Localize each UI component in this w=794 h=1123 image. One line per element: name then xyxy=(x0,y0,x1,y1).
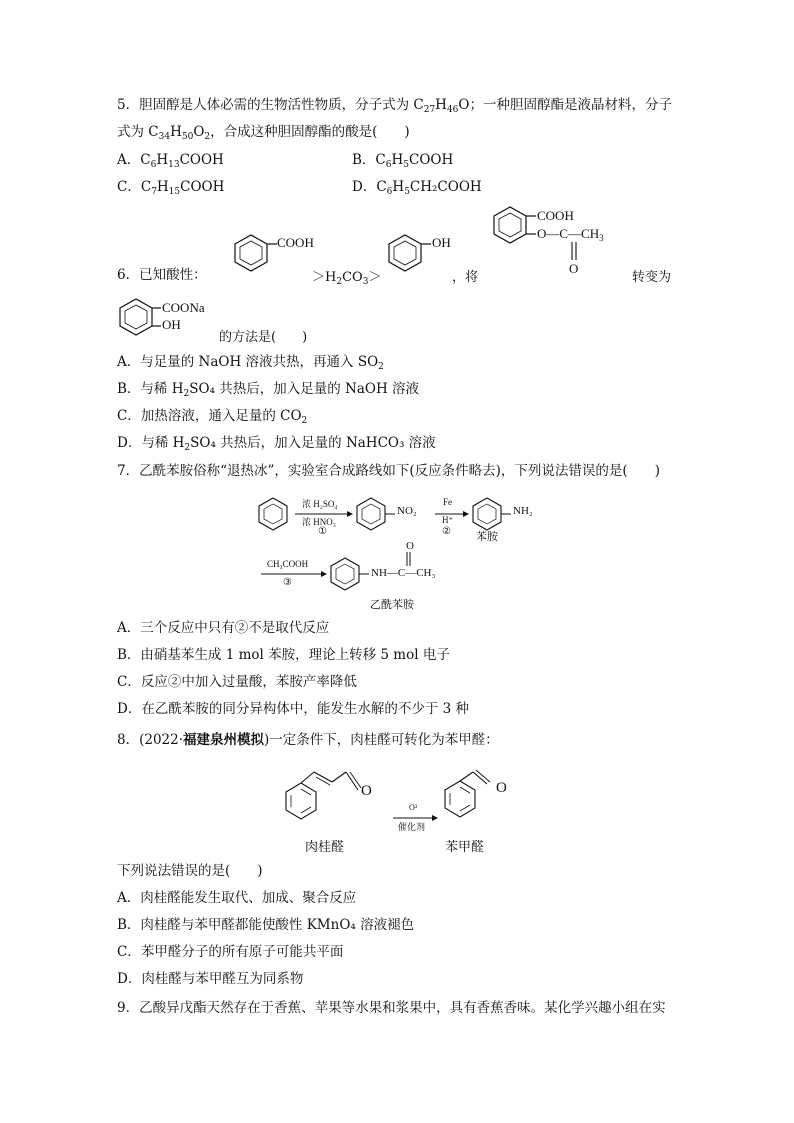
q7-aniline-label: 苯胺 xyxy=(476,530,498,543)
q8-benzaldehyde-o: O xyxy=(496,780,507,796)
q6-zhuanbian: 转变为 xyxy=(632,270,672,285)
q6-option-c: C．加热溶液，通入足量的 $CO_2$ xyxy=(117,408,308,426)
q8-option-d: D．肉桂醛与苯甲醛互为同系物 xyxy=(117,971,304,987)
aspirin-carbonyl-o: O xyxy=(569,261,579,276)
q8-source: 福建泉州模拟 xyxy=(183,732,265,748)
q7-arrow2-bottom: H⁺ xyxy=(442,515,454,525)
salicylate-oh: OH xyxy=(162,317,181,332)
q6-option-a: A．与足量的 NaOH 溶液共热，再通入 $SO_2$ xyxy=(117,354,384,372)
q7-amide-o: O xyxy=(406,540,414,552)
q7-arrow2-num: ② xyxy=(442,526,451,537)
q7-product-label: 乙酰苯胺 xyxy=(370,598,414,611)
q5-line2: 式为 $C_{34}H_{50}O_2$，合成这种胆固醇酯的酸是( ) xyxy=(117,124,410,142)
q7-arrow3-top: CH₃COOH xyxy=(267,559,309,569)
q8-option-a: A．肉桂醛能发生取代、加成、聚合反应 xyxy=(117,890,357,906)
q8-arrow-top: O³ xyxy=(409,803,418,812)
q8-question: 下列说法错误的是( ) xyxy=(117,863,263,879)
q6-method: 的方法是( ) xyxy=(219,330,308,345)
salicylate-coona: COONa xyxy=(162,300,205,315)
q7-no2: NO₂ xyxy=(397,505,417,517)
q8-stem: 8．(2022·福建泉州模拟)一定条件下，肉桂醛可转化为苯甲醛： xyxy=(117,732,499,748)
q7-option-d: D．在乙酰苯胺的同分异构体中，能发生水解的不少于 3 种 xyxy=(117,701,469,717)
q5-option-c: C．$C_7H_{15}COOH$ xyxy=(117,179,225,197)
q8-option-b: B．肉桂醛与苯甲醛都能使酸性 KMnO₄ 溶液褪色 xyxy=(117,917,415,933)
aspirin-cooh: COOH xyxy=(537,208,574,223)
aspirin-ester: $O—C—CH_3$ xyxy=(537,226,604,243)
q9-stem: 9．乙酸异戊酯天然存在于香蕉、苹果等水果和浆果中，具有香蕉香味。某化学兴趣小组在实 xyxy=(117,1000,666,1016)
q5-option-d: D．$C_6H_5CH_2COOH$ xyxy=(352,179,482,197)
phenol-oh: OH xyxy=(432,235,451,250)
q7-arrow3-num: ③ xyxy=(283,577,292,588)
q7-arrow1-num: ① xyxy=(318,526,327,537)
q7-option-a: A．三个反应中只有②不是取代反应 xyxy=(117,620,330,636)
phenol-structure xyxy=(383,230,463,290)
q7-option-c: C．反应②中加入过量酸，苯胺产率降低 xyxy=(117,674,357,690)
q7-nh2: NH₂ xyxy=(513,505,533,517)
q8-name-cinnamaldehyde: 肉桂醛 xyxy=(305,840,345,855)
q8-cinnamaldehyde-o: O xyxy=(361,783,372,799)
q7-arrow1-top: 浓 H₂SO₄ xyxy=(302,499,338,509)
q6-option-b: B．与稀 $H_2SO_4$ 共热后，加入足量的 NaOH 溶液 xyxy=(117,381,420,399)
q6-gt-h2co3: $>H_2CO_3>$ xyxy=(312,270,382,287)
q7-arrow1-bottom: 浓 HNO₃ xyxy=(302,517,336,527)
q6-line1-prefix: 6．已知酸性： xyxy=(117,267,207,283)
q5-option-b: B．$C_6H_5COOH$ xyxy=(352,152,454,170)
q7-amide-chain: NH—C—CH₃ xyxy=(371,567,436,579)
q6-jiang: ，将 xyxy=(452,270,479,285)
q7-stem: 7．乙酰苯胺俗称“退热冰”，实验室合成路线如下(反应条件略去)，下列说法错误的是( ) xyxy=(117,463,660,479)
q7-option-b: B．由硝基苯生成 1 mol 苯胺，理论上转移 5 mol 电子 xyxy=(117,647,450,663)
q8-name-benzaldehyde: 苯甲醛 xyxy=(445,840,485,855)
q7-arrow2-top: Fe xyxy=(443,497,452,507)
q8-option-c: C．苯甲醛分子的所有原子可能共平面 xyxy=(117,944,344,960)
q8-arrow-bottom: 催化剂 xyxy=(398,823,426,833)
q6-option-d: D．与稀 $H_2SO_4$ 共热后，加入足量的 NaHCO₃ 溶液 xyxy=(117,435,436,453)
q5-option-a: A．$C_6H_{13}COOH$ xyxy=(117,152,224,170)
q5-line1: 5．胆固醇是人体必需的生物活性物质，分子式为 $C_{27}H_{46}O$；一种胆固醇酯是液晶材料，分子 xyxy=(117,97,672,115)
benzoic-acid-cooh: COOH xyxy=(277,235,314,250)
